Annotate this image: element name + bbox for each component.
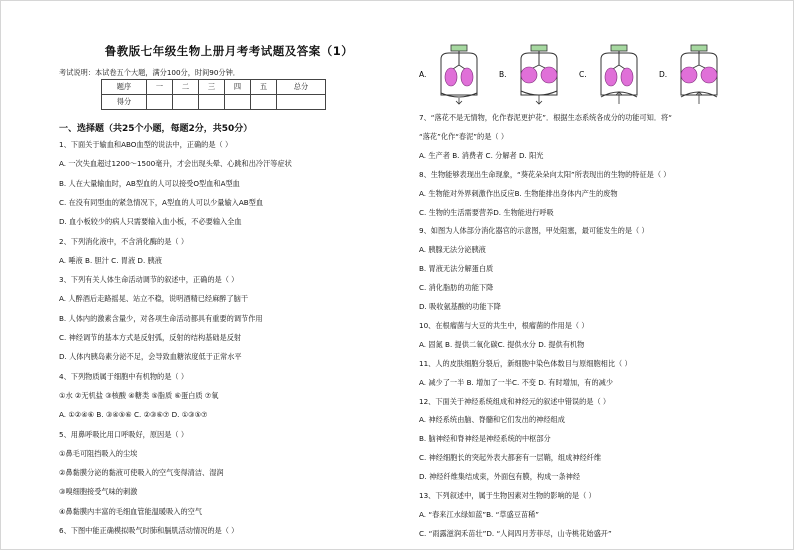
question-line: 5、用鼻呼吸比用口呼吸好，原因是（ ） xyxy=(59,429,189,439)
score-table-header-row xyxy=(102,80,326,95)
question-line: C. 神经调节的基本方式是反射弧，反射的结构基础是反射 xyxy=(59,333,242,342)
question-line: A. “春来江水绿如蓝”B. “草盛豆苗稀” xyxy=(419,509,540,519)
question-line: 4、下列物质属于细胞中有机物的是（ ） xyxy=(59,371,189,381)
figure-label: D. xyxy=(659,70,668,79)
bell-jar-icon xyxy=(419,41,501,105)
score-cell: 题序 xyxy=(102,80,147,95)
question-line: 9、如图为人体部分消化器官的示意图，甲处阻塞，最可能发生的是（ ） xyxy=(419,226,649,236)
question-line: D. 人体内胰岛素分泌不足，会导致血糖浓度低于正常水平 xyxy=(59,352,242,362)
question-line: A. 唾液 B. 胆汁 C. 胃液 D. 胰液 xyxy=(59,255,162,265)
score-cell xyxy=(225,95,251,110)
question-line: D. 神经纤维集结成束，外面包有膜，构成一条神经 xyxy=(419,472,581,482)
question-line: B. 人在大量输血时，AB型血的人可以接受O型血和A型血 xyxy=(59,178,240,188)
question-line: C. 消化脂肪的功能下降 xyxy=(419,283,494,293)
question-line: C. 神经细胞长的突起外表大都套有一层鞘，组成神经纤维 xyxy=(419,453,602,463)
figure-d xyxy=(659,41,741,109)
question-line: A. 减少了一半 B. 增加了一半C. 不变 D. 有时增加，有的减少 xyxy=(419,377,614,387)
bell-jar-icon xyxy=(579,41,661,105)
page-title: 鲁教版七年级生物上册月考考试题及答案（1） xyxy=(104,44,354,58)
question-line: ④鼻黏膜内丰富的毛细血管能温暖吸入的空气 xyxy=(59,506,203,516)
figure-label: B. xyxy=(499,70,507,79)
question-line: 10、在根瘤菌与大豆的共生中，根瘤菌的作用是（ ） xyxy=(419,320,589,330)
score-cell xyxy=(147,95,173,110)
score-table-score-row xyxy=(102,95,326,110)
bell-jar-icon xyxy=(659,41,741,105)
question-line: 13、下列叙述中，属于生物因素对生物的影响的是（ ） xyxy=(419,491,596,500)
question-line: A. 生产者 B. 消费者 C. 分解者 D. 阳光 xyxy=(419,150,544,160)
question-line: ①水 ②无机盐 ③核酸 ④糖类 ⑤脂质 ⑥蛋白质 ⑦氧 xyxy=(59,390,219,400)
question-line: C. 在没有同型血的紧急情况下，A型血的人可以少量输入AB型血 xyxy=(59,197,264,207)
question-line: “落花”化作“春泥”的是（ ） xyxy=(419,131,509,141)
figure-b xyxy=(499,41,581,109)
score-cell xyxy=(277,95,326,110)
score-cell: 三 xyxy=(199,80,225,95)
question-line: A. 固氮 B. 提供二氧化碳C. 提供水分 D. 提供有机物 xyxy=(419,339,585,349)
question-line: B. 人体内的激素含量少，对各项生命活动都具有重要的调节作用 xyxy=(59,313,263,323)
question-line: ③嗅细胞接受气味的刺激 xyxy=(59,487,138,497)
question-line: 2、下列消化液中，不含消化酶的是（ ） xyxy=(59,236,189,246)
figure-a xyxy=(419,41,501,109)
question-line: ②鼻黏膜分泌的黏液可使吸入的空气变得清洁、湿润 xyxy=(59,468,224,478)
score-cell xyxy=(199,95,225,110)
question-line: 7、“落花不是无情物，化作春泥更护花”．根据生态系统各成分的功能可知．将“ xyxy=(419,113,672,122)
question-line: A. 生物能对外界刺激作出反应B. 生物能排出身体内产生的废物 xyxy=(419,188,618,198)
score-cell xyxy=(251,95,277,110)
question-line: 3、下列有关人体生命活动调节的叙述中，正确的是（ ） xyxy=(59,275,239,285)
question-line: 6、下图中能正确模拟吸气时肺和膈肌活动情况的是（ ） xyxy=(59,526,239,535)
question-line: A. 一次失血超过1200～1500毫升，才会出现头晕、心跳和出冷汗等症状 xyxy=(59,159,292,169)
score-cell xyxy=(173,95,199,110)
bell-jar-icon xyxy=(499,41,581,105)
score-cell: 四 xyxy=(225,80,251,95)
question-line: A. 胰腺无法分泌胰液 xyxy=(419,245,486,255)
question-line: 8、生物能够表现出生命现象，“葵花朵朵向太阳”所表现出的生物的特征是（ ） xyxy=(419,169,671,179)
question-line: D. 吸收氨基酸的功能下降 xyxy=(419,302,501,311)
question-line: 12、下面关于神经系统组成和神经元的叙述中错误的是（ ） xyxy=(419,396,611,406)
question-line: 1、下面关于输血和ABO血型的说法中，正确的是（ ） xyxy=(59,140,233,149)
score-table xyxy=(101,79,326,110)
question-line: A. ①②④⑥ B. ③④⑤⑥ C. ②③⑥⑦ D. ①③⑤⑦ xyxy=(59,410,208,420)
question-line: C. 生物的生活需要营养D. 生物能进行呼吸 xyxy=(419,207,554,217)
score-cell: 总分 xyxy=(277,80,326,95)
section-title: 一、选择题（共25个小题，每题2分，共50分） xyxy=(59,124,253,134)
exam-note: 考试说明：本试卷五个大题，满分100分，时间90分钟． xyxy=(59,68,240,77)
score-cell: 得分 xyxy=(102,95,147,110)
figure-label: C. xyxy=(579,70,587,79)
lung-model-figures xyxy=(419,41,764,105)
figure-c xyxy=(579,41,661,109)
question-line: 11、人的皮肤细胞分裂后，新细胞中染色体数目与原细胞相比（ ） xyxy=(419,358,632,368)
question-line: B. 脑神经和脊神经是神经系统的中枢部分 xyxy=(419,434,551,444)
question-line: A. 神经系统由脑、脊髓和它们发出的神经组成 xyxy=(419,415,565,425)
score-cell: 五 xyxy=(251,80,277,95)
figure-label: A. xyxy=(419,70,427,79)
question-line: A. 人醉酒后走路摇晃、站立不稳，说明酒精已经麻醉了脑干 xyxy=(59,294,249,304)
score-cell: 一 xyxy=(147,80,173,95)
question-line: D. 血小板较少的病人只需要输入血小板，不必要输入全血 xyxy=(59,217,242,227)
score-cell: 二 xyxy=(173,80,199,95)
question-line: C. “雨露滋润禾苗壮”D. “人间四月芳菲尽，山寺桃花始盛开” xyxy=(419,528,612,538)
question-line: ①鼻毛可阻挡吸入的尘埃 xyxy=(59,448,138,458)
question-line: B. 胃液无法分解蛋白质 xyxy=(419,264,494,274)
